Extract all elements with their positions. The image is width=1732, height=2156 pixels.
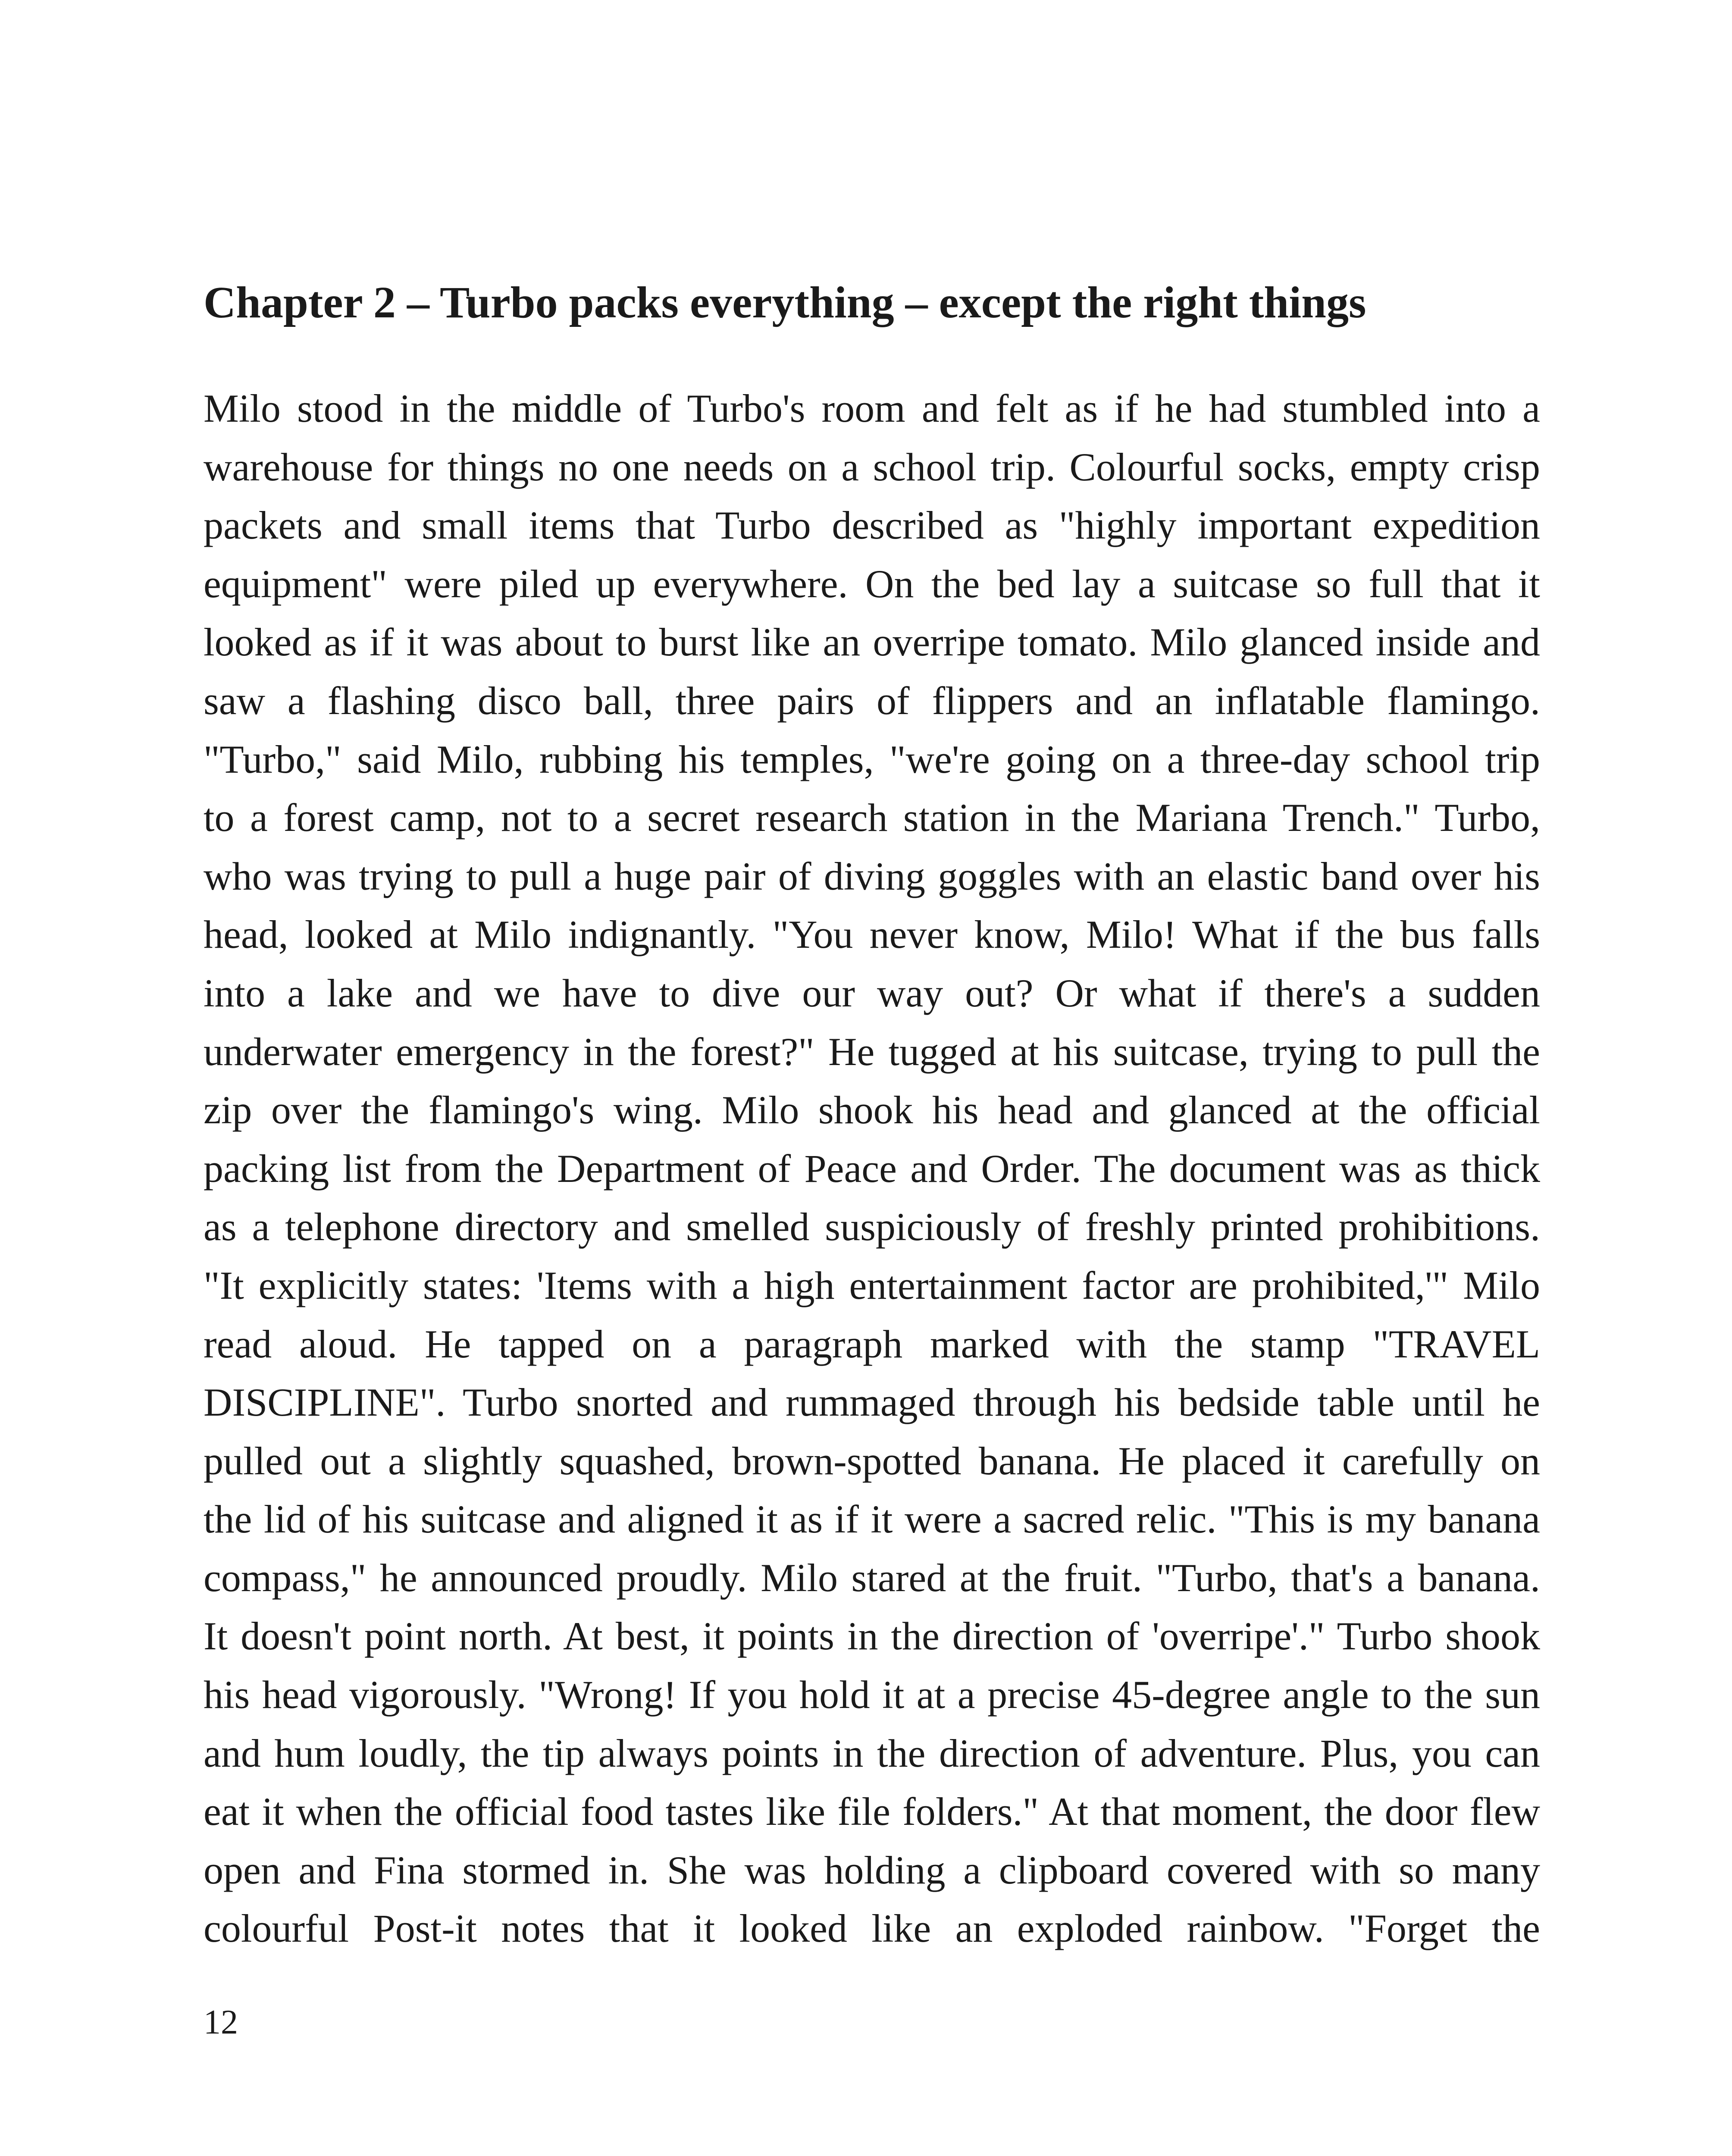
page-number: 12 bbox=[204, 2003, 238, 2041]
text-line: warehouse for things no one needs on a school trip. Colourful socks, empty crisp bbox=[204, 445, 1540, 489]
text-line: who was trying to pull a huge pair of diving goggles with an elastic band over his bbox=[204, 854, 1540, 898]
text-line: packing list from the Department of Peace and Order. The document was as thick bbox=[204, 1146, 1540, 1191]
text-line: Milo stood in the middle of Turbo's room and felt as if he had stumbled into a bbox=[204, 386, 1540, 430]
text-line: compass," he announced proudly. Milo stared at the fruit. "Turbo, that's a banana. bbox=[204, 1555, 1540, 1600]
text-line: looked as if it was about to burst like an overripe tomato. Milo glanced inside and bbox=[204, 620, 1540, 664]
text-line: "Turbo," said Milo, rubbing his temples, "we're going on a three-day school trip bbox=[204, 737, 1540, 781]
text-line: colourful Post-it notes that it looked like an exploded rainbow. "Forget the bbox=[204, 1906, 1540, 1951]
text-line: into a lake and we have to dive our way out? Or what if there's a sudden bbox=[204, 971, 1540, 1015]
text-line: and hum loudly, the tip always points in the direction of adventure. Plus, you can bbox=[204, 1731, 1540, 1775]
text-line: underwater emergency in the forest?" He tugged at his suitcase, trying to pull the bbox=[204, 1029, 1540, 1074]
text-line: head, looked at Milo indignantly. "You never know, Milo! What if the bus falls bbox=[204, 912, 1540, 957]
text-line: to a forest camp, not to a secret research station in the Mariana Trench." Turbo, bbox=[204, 796, 1540, 840]
chapter-title: Chapter 2 – Turbo packs everything – except the right things bbox=[204, 278, 1366, 327]
text-line: the lid of his suitcase and aligned it as if it were a sacred relic. "This is my banana bbox=[204, 1497, 1540, 1542]
text-line: "It explicitly states: 'Items with a high entertainment factor are prohibited,'" Milo bbox=[204, 1263, 1540, 1307]
text-line: his head vigorously. "Wrong! If you hold it at a precise 45-degree angle to the sun bbox=[204, 1673, 1540, 1717]
body-paragraph bbox=[204, 379, 1540, 1958]
text-line: equipment" were piled up everywhere. On the bed lay a suitcase so full that it bbox=[204, 561, 1540, 606]
text-line: packets and small items that Turbo described as "highly important expedition bbox=[204, 503, 1540, 548]
text-line: pulled out a slightly squashed, brown-spotted banana. He placed it carefully on bbox=[204, 1438, 1540, 1483]
text-line: as a telephone directory and smelled suspiciously of freshly printed prohibitions. bbox=[204, 1205, 1540, 1249]
text-line: eat it when the official food tastes like file folders." At that moment, the door flew bbox=[204, 1789, 1540, 1834]
text-line: zip over the flamingo's wing. Milo shook his head and glanced at the official bbox=[204, 1088, 1540, 1132]
text-line: DISCIPLINE". Turbo snorted and rummaged through his bedside table until he bbox=[204, 1380, 1540, 1425]
text-line: saw a flashing disco ball, three pairs of flippers and an inflatable flamingo. bbox=[204, 678, 1540, 723]
text-line: It doesn't point north. At best, it points in the direction of 'overripe'." Turbo shook bbox=[204, 1614, 1540, 1658]
text-line: read aloud. He tapped on a paragraph marked with the stamp "TRAVEL bbox=[204, 1322, 1540, 1366]
text-line: open and Fina stormed in. She was holding a clipboard covered with so many bbox=[204, 1848, 1540, 1892]
